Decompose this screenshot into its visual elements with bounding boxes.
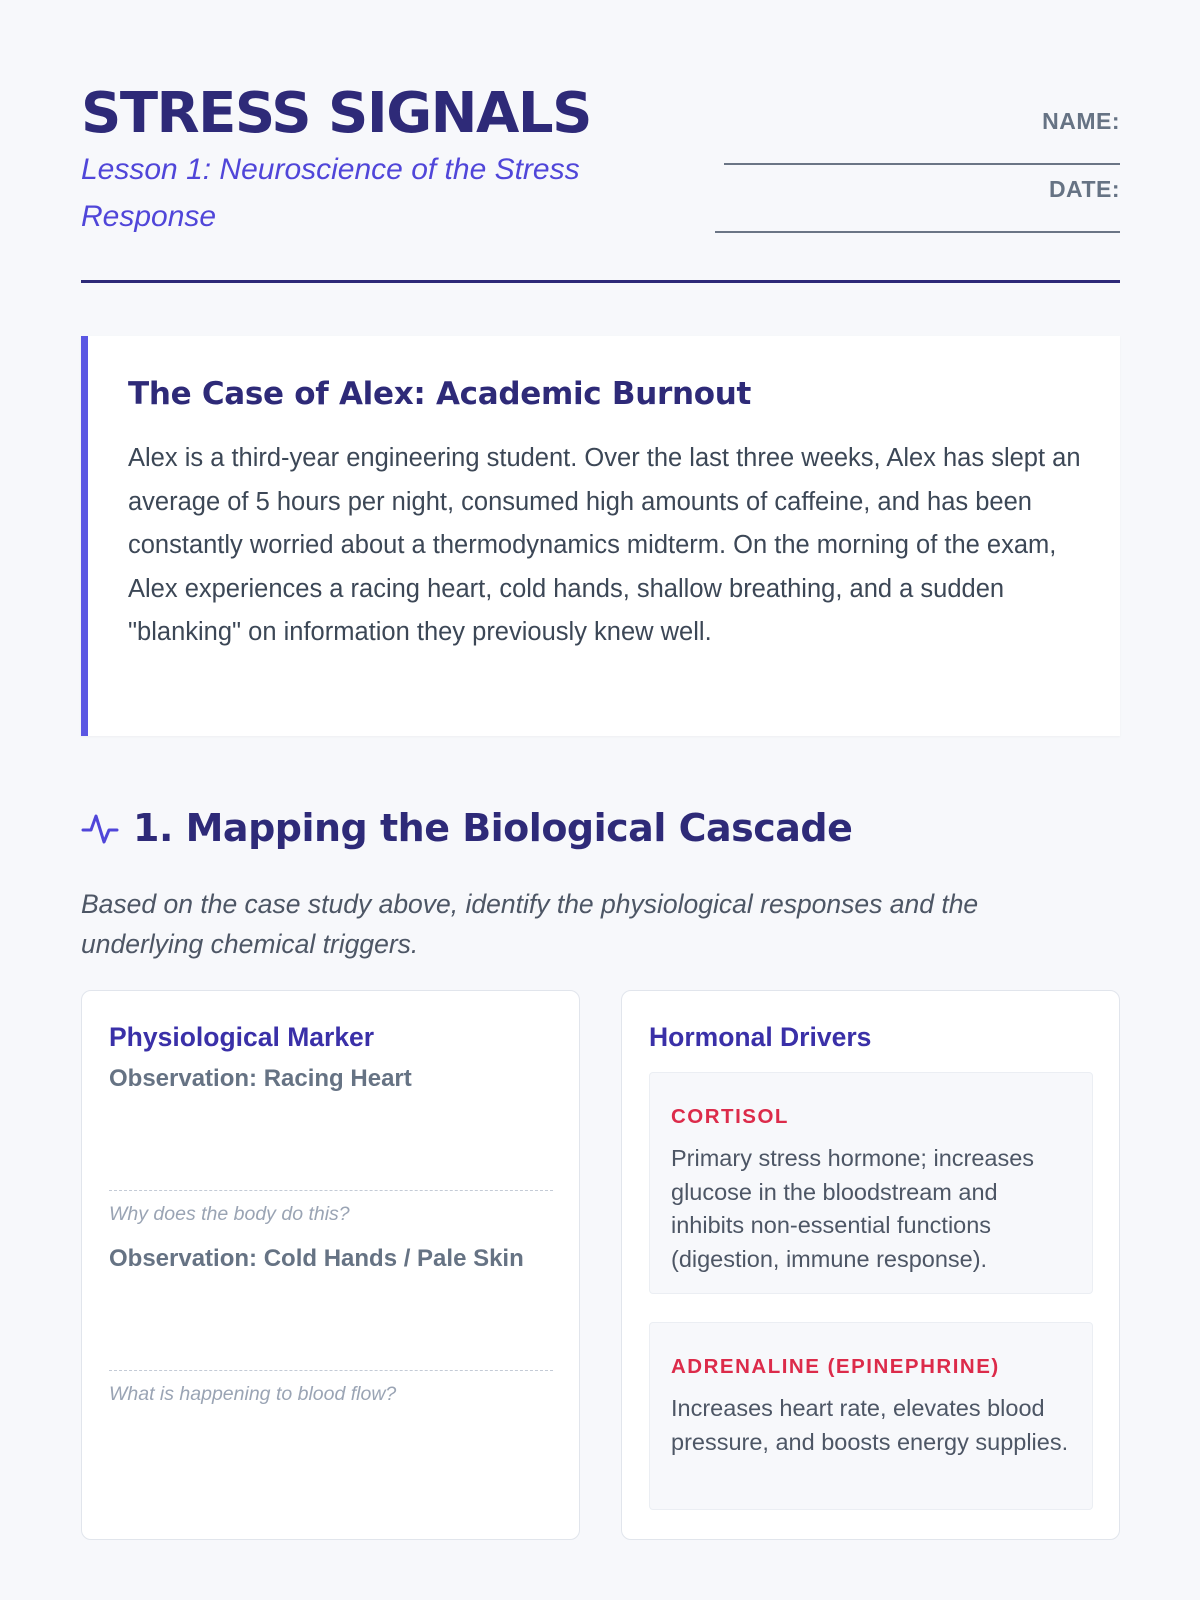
- answer-hint: Why does the body do this?: [109, 1203, 350, 1225]
- hormone-description: Primary stress hormone; increases glucose in the bloodstream and inhibits non-essential functions (digestion, immune response).: [671, 1145, 1035, 1272]
- hormone-box-cortisol: [649, 1072, 1093, 1294]
- case-study-title: The Case of Alex: Academic Burnout: [128, 376, 752, 412]
- page-title: STRESS SIGNALS: [81, 81, 591, 146]
- date-field[interactable]: [715, 231, 1120, 233]
- case-study-box: [81, 336, 1120, 736]
- marker-card-title: Physiological Marker: [109, 1022, 375, 1052]
- section-title: 1. Mapping the Biological Cascade: [133, 806, 853, 850]
- date-label: DATE:: [1048, 176, 1120, 202]
- observation-label: Observation: Racing Heart: [109, 1065, 412, 1092]
- answer-line[interactable]: [109, 1370, 553, 1371]
- name-field[interactable]: [724, 163, 1120, 165]
- section-heading: [81, 800, 852, 856]
- hormone-description: Increases heart rate, elevates blood pressure, and boosts energy supplies.: [671, 1395, 1069, 1455]
- observation-label: Observation: Cold Hands / Pale Skin: [109, 1245, 524, 1272]
- worksheet-page: [81, 0, 1120, 1455]
- worksheet-header: [81, 0, 1120, 283]
- name-label: NAME:: [1042, 108, 1120, 134]
- hormone-box-adrenaline: [649, 1322, 1093, 1510]
- hormone-name: ADRENALINE (EPINEPHRINE): [671, 1355, 1000, 1378]
- pulse-icon: [81, 808, 119, 848]
- hormone-name: CORTISOL: [671, 1105, 789, 1128]
- answer-line[interactable]: [109, 1190, 553, 1191]
- answer-hint: What is happening to blood flow?: [109, 1383, 397, 1405]
- hormonal-drivers-card: [621, 990, 1120, 1540]
- hormone-card-title: Hormonal Drivers: [649, 1022, 872, 1052]
- section-description: Based on the case study above, identify the physiological responses and the underlying chemical triggers.: [81, 889, 979, 959]
- physiological-marker-card: [81, 990, 580, 1540]
- case-study-body: Alex is a third-year engineering student. Over the last three weeks, Alex has slept an average of 5 hours per night, consumed high amounts of caffeine, and has been constantly worried about a thermodynamics midterm. On the morning of the exam, Alex experiences a racing heart, cold hands, shallow breathing, and a sudden "blanking" on information they previously knew well.: [128, 444, 1081, 646]
- page-subtitle: Lesson 1: Neuroscience of the Stress Response: [81, 153, 580, 233]
